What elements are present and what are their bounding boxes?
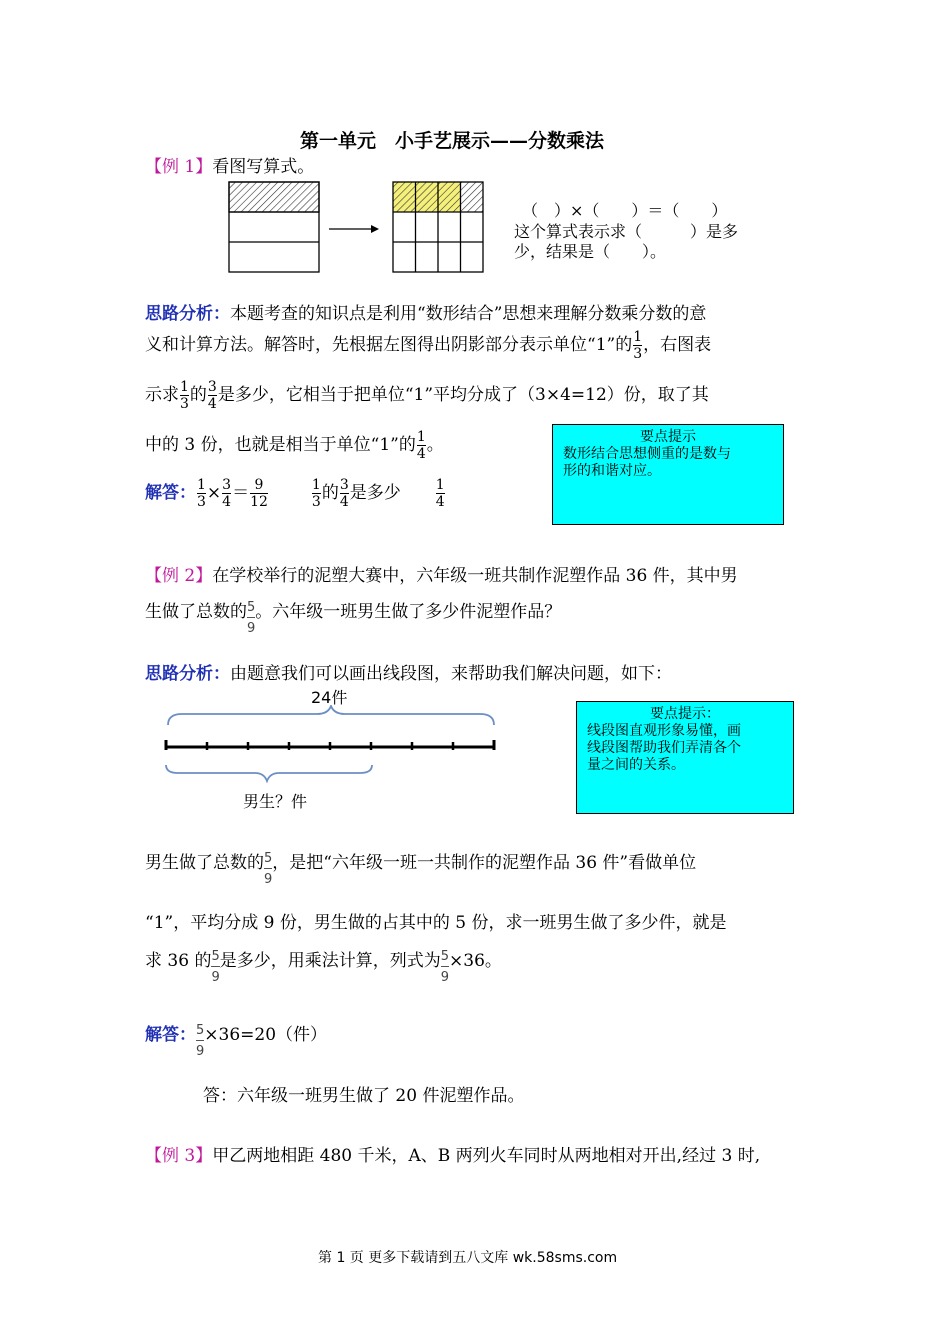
- analysis-1-line-4: 中的 3 份，也就是相当于单位“1”的 $\frac{1}{4}$ 。: [145, 429, 444, 462]
- segment-line: [165, 740, 495, 750]
- fraction-5-9: $\frac{5}{9}$: [247, 600, 256, 636]
- question-line-1: 这个算式表示求（ ）是多: [514, 222, 739, 241]
- formula-blanks: （ ）×（ ）＝（ ）: [522, 201, 728, 220]
- answer-label: 解答：: [145, 1025, 196, 1045]
- answer-2-final: 答：六年级一班男生做了 20 件泥塑作品。: [203, 1086, 525, 1106]
- tip-box-2: 要点提示： 线段图直观形象易懂，画 线段图帮助我们弄清各个 量之间的关系。: [576, 701, 794, 814]
- example-2-tag: 【例 2】: [145, 566, 213, 586]
- arrow: [329, 225, 379, 233]
- explanation-line-1: 男生做了总数的 $\frac{5}{9}$ ，是把“六年级一班一共制作的泥塑作品 36 件”看做单位: [145, 851, 697, 887]
- explanation-line-2: “1”，平均分成 9 份，男生做的占其中的 5 份，求一班男生做了多少件，就是: [145, 913, 727, 933]
- line-segment-diagram: [160, 705, 505, 783]
- example-2-line-2: 生做了总数的 $\frac{5}{9}$ 。六年级一班男生做了多少件泥塑作品？: [145, 600, 562, 636]
- boys-label: 男生？件: [243, 792, 308, 811]
- answer-label: 解答：: [145, 483, 196, 504]
- fraction-5-9: $\frac{5}{9}$: [196, 1023, 205, 1059]
- answer-1: 解答： $\frac{1}{3}$ × $\frac{3}{4}$ ＝ $\frac{9}{12}$ $\frac{1}{3}$ 的 $\frac{3}{4}$ 是多少 $\frac{1}{4}$: [145, 477, 445, 510]
- answer-2: 解答： $\frac{5}{9}$ ×36=20（件）: [145, 1023, 328, 1059]
- fraction-5-9: $\frac{5}{9}$: [211, 949, 220, 985]
- fraction-1-3: $\frac{1}{3}$: [180, 379, 189, 412]
- example-1-header: [145, 152, 314, 177]
- fraction-1-3: $\frac{1}{3}$: [633, 329, 643, 362]
- analysis-1-line-1: 思路分析：本题考查的知识点是利用“数形结合”思想来理解分数乘分数的意: [145, 304, 707, 324]
- analysis-1-line-2: 义和计算方法。解答时，先根据左图得出阴影部分表示单位“1”的 $\frac{1}{3}$ ，右图表: [145, 329, 712, 362]
- right-grid: [393, 182, 483, 272]
- example-1-prompt: 看图写算式。: [212, 157, 315, 177]
- page-title: 第一单元 小手艺展示——分数乘法: [300, 130, 605, 152]
- example-3-tag: 【例 3】: [145, 1146, 213, 1166]
- example-3-line-1: 【例 3】甲乙两地相距 480 千米，A、B 两列火车同时从两地相对开出,经过 3 时,: [145, 1146, 761, 1166]
- page-footer: 第 1 页 更多下载请到五八文库 wk.58sms.com: [318, 1250, 618, 1266]
- question-line-2: 少，结果是（ ）。: [514, 242, 667, 261]
- fraction-diagram: [225, 178, 490, 276]
- analysis-2: 思路分析：由题意我们可以画出线段图，来帮助我们解决问题，如下：: [145, 664, 672, 684]
- left-rectangle: [229, 182, 319, 272]
- boys-brace: [166, 765, 372, 781]
- example-1-tag: 【例 1】: [145, 157, 213, 177]
- fraction-1-4: $\frac{1}{4}$: [416, 429, 426, 462]
- total-label: 24件: [311, 688, 348, 707]
- example-2-line-1: 【例 2】在学校举行的泥塑大赛中，六年级一班共制作泥塑作品 36 件，其中男: [145, 566, 738, 586]
- fraction-3-4: $\frac{3}{4}$: [207, 379, 217, 412]
- fraction-5-9: $\frac{5}{9}$: [264, 851, 273, 887]
- analysis-label: 思路分析：: [145, 304, 230, 324]
- analysis-label: 思路分析：: [145, 664, 230, 684]
- fraction-5-9: $\frac{5}{9}$: [440, 949, 450, 985]
- total-brace: [168, 706, 494, 725]
- tip-box-1: 要点提示 数形结合思想侧重的是数与 形的和谐对应。: [552, 424, 784, 525]
- analysis-1-line-3: 示求 $\frac{1}{3}$ 的 $\frac{3}{4}$ 是多少，它相当于把单位“1”平均分成了（3×4=12）份，取了其: [145, 379, 709, 412]
- explanation-line-3: 求 36 的 $\frac{5}{9}$ 是多少，用乘法计算，列式为 $\frac{5}{9}$ ×36。: [145, 949, 502, 985]
